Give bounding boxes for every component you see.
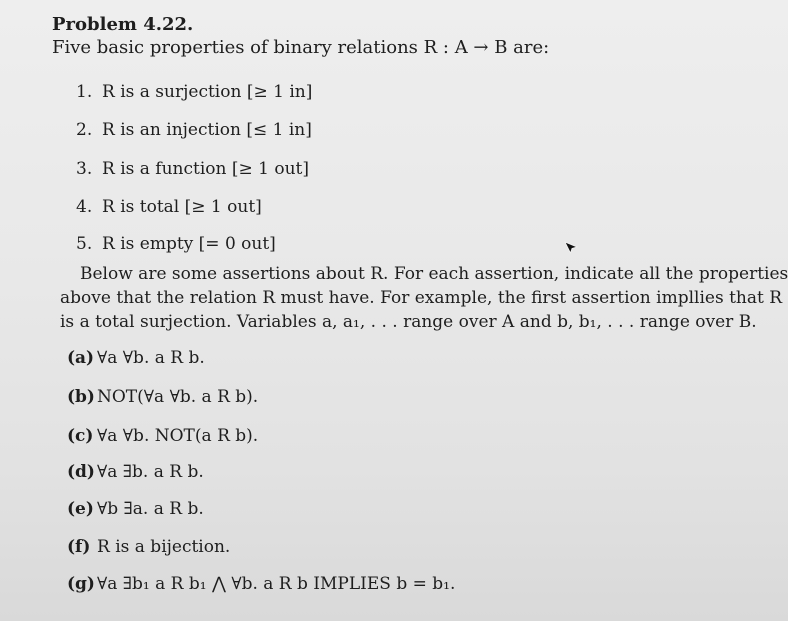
- assertion-text: R is a bijection.: [97, 537, 231, 557]
- assertion-text: ∀a ∃b₁ a R b₁ ⋀ ∀b. a R b IMPLIES b = b₁.: [97, 574, 456, 594]
- assertion-item: [67, 499, 204, 519]
- assertion-item: [67, 348, 205, 368]
- assertion-item: [67, 387, 258, 407]
- assertion-label: (e): [67, 499, 94, 519]
- property-text: R is total [≥ 1 out]: [102, 197, 262, 217]
- property-number: 4.: [76, 197, 93, 217]
- assertion-text: ∀a ∃b. a R b.: [97, 462, 204, 482]
- assertion-item: [67, 462, 204, 482]
- paragraph-line: above that the relation R must have. For example, the first assertion impllies that R: [60, 288, 783, 308]
- assertion-text: NOT(∀a ∀b. a R b).: [97, 387, 259, 407]
- assertion-label: (c): [67, 426, 94, 446]
- assertion-item: [67, 426, 258, 446]
- property-text: R is empty [= 0 out]: [102, 234, 276, 254]
- property-number: 5.: [76, 234, 93, 254]
- assertion-text: ∀a ∀b. NOT(a R b).: [97, 426, 259, 446]
- assertion-label: (a): [67, 348, 95, 368]
- problem-intro: Five basic properties of binary relations R : A → B are:: [52, 37, 550, 58]
- property-item: [76, 159, 309, 179]
- property-text: R is a surjection [≥ 1 in]: [102, 82, 313, 102]
- assertion-text: ∀b ∃a. a R b.: [97, 499, 204, 519]
- property-item: [76, 120, 312, 140]
- property-number: 2.: [76, 120, 93, 140]
- assertion-label: (g): [67, 574, 95, 594]
- assertion-item: [67, 537, 230, 557]
- property-item: [76, 82, 312, 102]
- property-text: R is a function [≥ 1 out]: [102, 159, 310, 179]
- property-item: [76, 197, 262, 217]
- property-text: R is an injection [≤ 1 in]: [102, 120, 312, 140]
- problem-title: Problem 4.22.: [52, 14, 194, 35]
- assertion-item: [67, 574, 455, 594]
- assertion-label: (b): [67, 387, 95, 407]
- property-item: [76, 234, 276, 254]
- property-number: 3.: [76, 159, 93, 179]
- paragraph-line: is a total surjection. Variables a, a₁, . . . range over A and b, b₁, . . . range over B.: [60, 312, 757, 332]
- property-number: 1.: [76, 82, 93, 102]
- instructions-paragraph: [60, 262, 788, 334]
- mouse-cursor-icon: [562, 238, 580, 256]
- assertion-text: ∀a ∀b. a R b.: [97, 348, 205, 368]
- paragraph-line: Below are some assertions about R. For each assertion, indicate all the properties: [80, 264, 788, 284]
- assertion-label: (f): [67, 537, 91, 557]
- assertion-label: (d): [67, 462, 95, 482]
